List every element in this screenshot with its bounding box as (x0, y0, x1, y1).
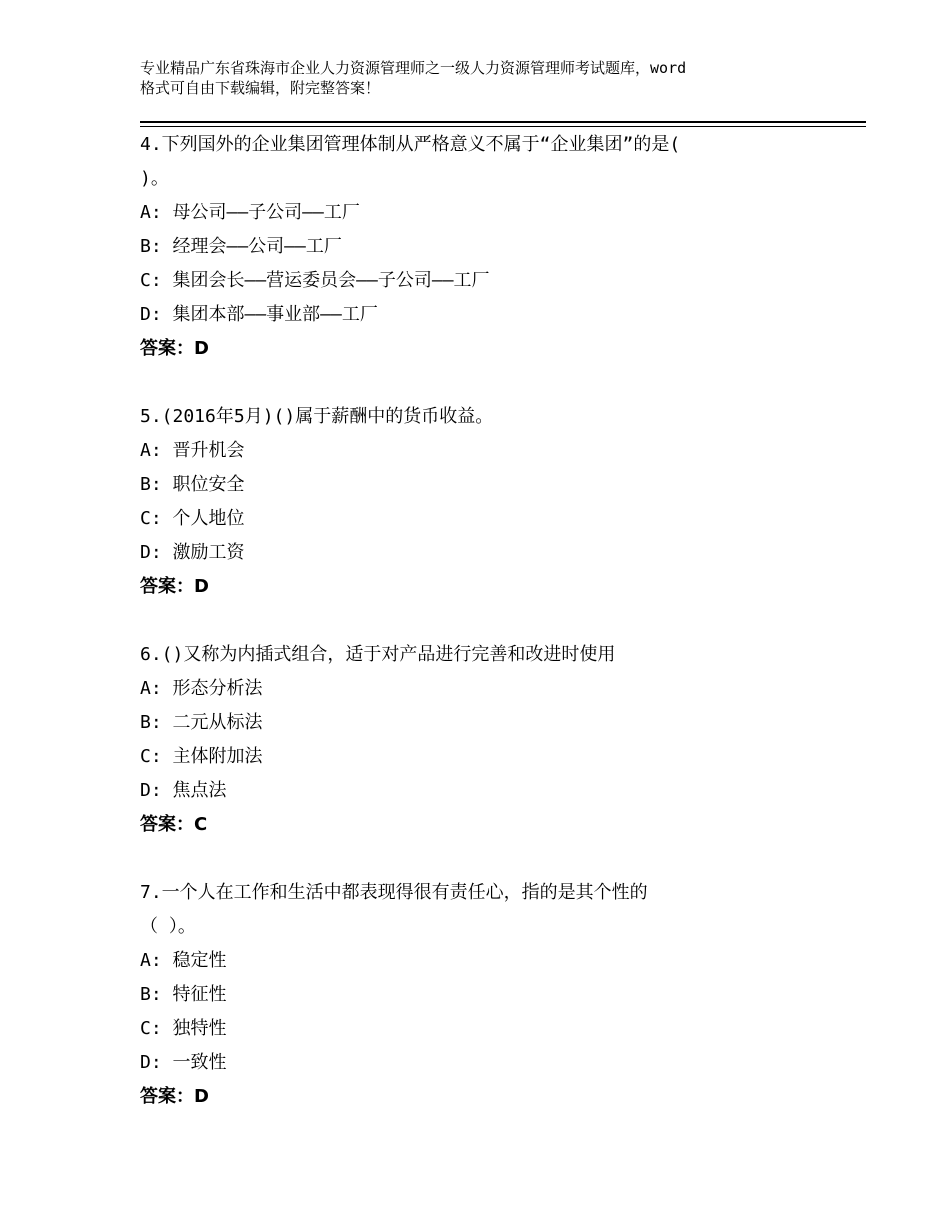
option-a: A: 母公司——子公司——工厂 (140, 202, 360, 223)
question-4 (140, 128, 860, 366)
option-b: B: 二元从标法 (140, 712, 263, 733)
option-a: A: 晋升机会 (140, 440, 245, 461)
question-stem: 5.(2016年5月)()属于薪酬中的货币收益。 (140, 406, 494, 427)
header-line-2: 格式可自由下载编辑，附完整答案！ (140, 79, 381, 97)
option-b: B: 职位安全 (140, 474, 245, 495)
option-d: D: 集团本部——事业部——工厂 (140, 304, 378, 325)
option-a: A: 形态分析法 (140, 678, 263, 699)
option-d: D: 焦点法 (140, 780, 227, 801)
question-5 (140, 400, 860, 604)
answer: 答案：D (140, 1086, 209, 1107)
question-stem: 6.()又称为内插式组合，适于对产品进行完善和改进时使用 (140, 644, 616, 665)
header-line-1: 专业精品广东省珠海市企业人力资源管理师之一级人力资源管理师考试题库，word (140, 59, 687, 77)
option-c: C: 集团会长——营运委员会——子公司——工厂 (140, 270, 490, 291)
question-stem: 4.下列国外的企业集团管理体制从严格意义不属于“企业集团”的是( (140, 134, 681, 155)
question-6 (140, 638, 860, 842)
option-c: C: 独特性 (140, 1018, 227, 1039)
question-list (140, 128, 860, 1114)
question-7 (140, 876, 860, 1114)
spacer (140, 842, 860, 876)
answer: 答案：C (140, 814, 208, 835)
spacer (140, 604, 860, 638)
option-b: B: 经理会——公司——工厂 (140, 236, 342, 257)
option-b: B: 特征性 (140, 984, 227, 1005)
question-stem-continued: )。 (140, 168, 169, 189)
document-header (140, 58, 840, 98)
answer: 答案：D (140, 338, 209, 359)
option-a: A: 稳定性 (140, 950, 227, 971)
spacer (140, 366, 860, 400)
option-d: D: 激励工资 (140, 542, 245, 563)
option-c: C: 个人地位 (140, 508, 245, 529)
question-stem: 7.一个人在工作和生活中都表现得很有责任心，指的是其个性的 (140, 882, 648, 903)
question-stem-continued: （ ）。 (140, 916, 196, 937)
header-rule-thick (140, 121, 866, 123)
header-rule-thin (140, 126, 866, 127)
answer: 答案：D (140, 576, 209, 597)
option-d: D: 一致性 (140, 1052, 227, 1073)
option-c: C: 主体附加法 (140, 746, 263, 767)
